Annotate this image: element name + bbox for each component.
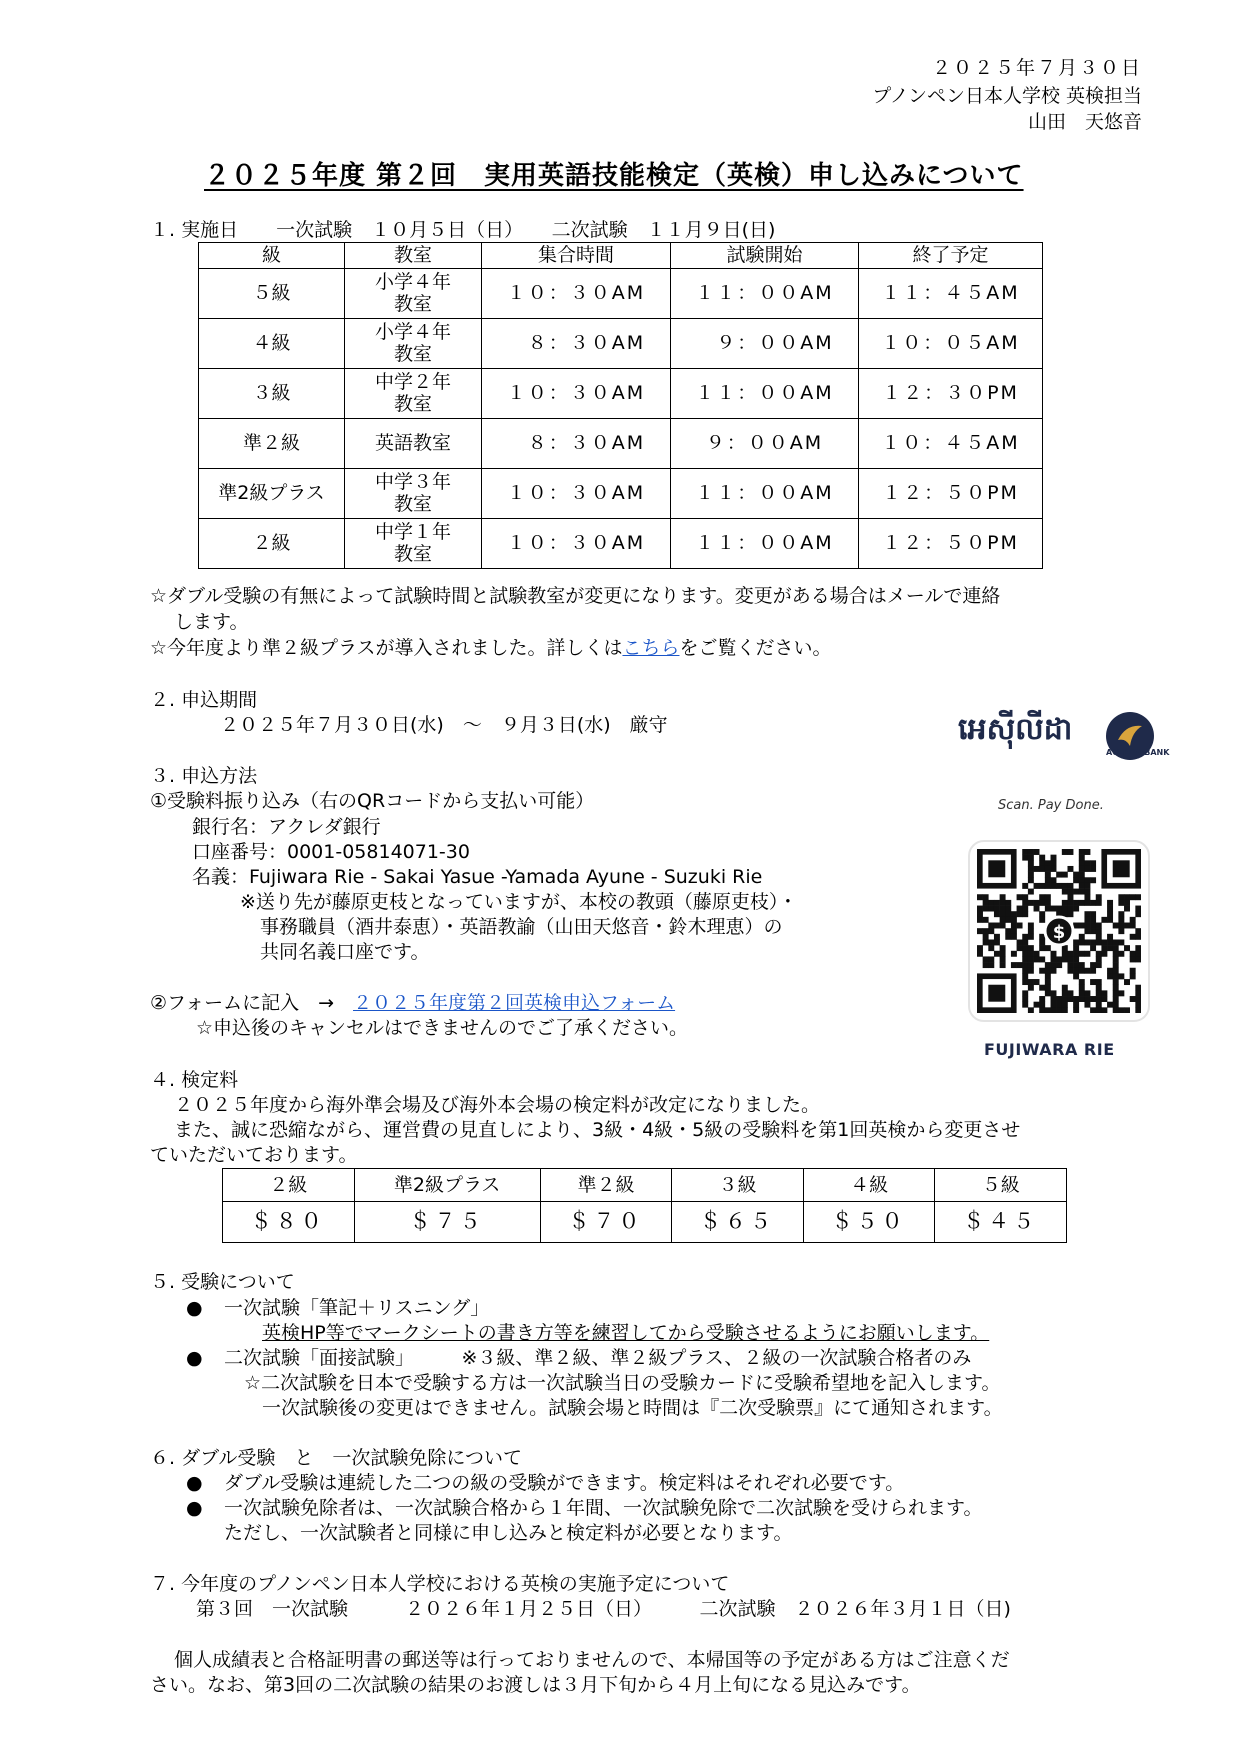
exam-item-2-note-2: 一次試験後の変更はできません。試験会場と時間は『二次受験票』にて通知されます。 (262, 1397, 1003, 1419)
schedule-grade: 準２級 (199, 419, 345, 469)
form-step (150, 991, 675, 1016)
cancel-note: ☆申込後のキャンセルはできませんのでご了承ください。 (196, 1017, 689, 1039)
fee-line-1: ２０２５年度から海外準会場及び海外本会場の検定料が改定になりました。 (174, 1094, 821, 1116)
qr-tagline: Scan. Pay Done. (998, 798, 1104, 813)
schedule-start-time: １１：００AM (671, 469, 859, 519)
fee-grade: ２級 (223, 1169, 355, 1202)
fee-grade: ４級 (803, 1169, 935, 1202)
bullet-icon: ● (186, 1347, 203, 1369)
schedule-assembly-time: １０：３０AM (482, 269, 671, 319)
payment-step: ①受験料振り込み（右のQRコードから支払い可能） (150, 790, 595, 812)
schedule-room (345, 519, 482, 569)
fee-table (222, 1168, 1067, 1243)
double-exam-text: ダブル受験は連続した二つの級の受験ができます。検定料はそれぞれ必要です。 (224, 1472, 905, 1494)
exam-item-2-note-1: ☆二次試験を日本で受験する方は一次試験当日の受験カードに受験希望地を記入します。 (244, 1372, 1001, 1394)
schedule-grade: ５級 (199, 269, 345, 319)
schedule-grade: 準2級プラス (199, 469, 345, 519)
account-note-2: 事務職員（酒井泰恵）・英語教諭（山田天悠音・鈴木理恵）の (260, 916, 783, 938)
schedule-start-time: ９：００AM (671, 319, 859, 369)
schedule-grade: ３級 (199, 369, 345, 419)
bank-name: 銀行名：アクレダ銀行 (192, 816, 381, 838)
schedule-room (345, 269, 482, 319)
teacher-name: 山田 天悠音 (1027, 111, 1142, 133)
section6-heading: ６. ダブル受験 と 一次試験免除について (150, 1447, 522, 1469)
schedule-room (345, 369, 482, 419)
fee-line-3: ていただいております。 (150, 1144, 358, 1166)
account-note-3: 共同名義口座です。 (260, 941, 430, 963)
fee-grade: 準2級プラス (354, 1169, 540, 1202)
schedule-room-line: 教室 (393, 292, 432, 315)
section4-heading: ４. 検定料 (150, 1069, 239, 1091)
schedule-start-time: １１：００AM (671, 369, 859, 419)
schedule-room-line: 教室 (393, 342, 432, 365)
bullet-icon: ● (186, 1497, 203, 1519)
page-title: ２０２５年度 第２回 実用英語技能検定（英検）申し込みについて (204, 161, 1024, 191)
schedule-row (199, 269, 1043, 319)
exam-item-2 (186, 1346, 971, 1371)
fee-grade: 準２級 (540, 1169, 672, 1202)
exemption-text-cont: ただし、一次試験者と同様に申し込みと検定料が必要となります。 (224, 1522, 793, 1544)
section7-heading: ７. 今年度のプノンペン日本人学校における英検の実施予定について (150, 1573, 730, 1595)
schedule-end-time: １０：４５AM (859, 419, 1043, 469)
note-double-exam: ☆ダブル受験の有無によって試験時間と試験教室が変更になります。変更がある場合はメールで連絡 (150, 585, 1001, 607)
schedule-room-line: 中学２年 (374, 370, 451, 393)
schedule-room-line: 中学１年 (374, 520, 451, 543)
fee-line-2: また、誠に恐縮ながら、運営費の見直しにより、3級・4級・5級の受験料を第1回英検から変更させ (174, 1119, 1021, 1141)
schedule-end-time: １０：０５AM (859, 319, 1043, 369)
application-form-link[interactable]: ２０２５年度第２回英検申込フォーム (353, 992, 676, 1014)
fee-amount: ＄７０ (540, 1202, 672, 1243)
exam-item-1-text: 一次試験「筆記＋リスニング」 (224, 1297, 490, 1319)
schedule-header-room: 教室 (345, 243, 482, 269)
schedule-header-end: 終了予定 (859, 243, 1043, 269)
acleda-bank-label: ACLEDA BANK (1106, 748, 1170, 757)
note-double-exam-cont: します。 (174, 611, 249, 633)
schedule-row (199, 519, 1043, 569)
schedule-assembly-time: １０：３０AM (482, 369, 671, 419)
account-note-1: ※送り先が藤原吏枝となっていますが、本校の教頭（藤原吏枝）・ (240, 891, 798, 913)
note-pre2plus-tail: をご覧ください。 (679, 637, 832, 659)
schedule-assembly-time: １０：３０AM (482, 519, 671, 569)
fee-grade: ５級 (935, 1169, 1067, 1202)
fee-table-values (223, 1202, 1067, 1243)
schedule-row (199, 419, 1043, 469)
schedule-room-line: 小学４年 (374, 320, 451, 343)
schedule-end-time: １２：３０PM (859, 369, 1043, 419)
schedule-3rd-exam: 第３回 一次試験 ２０２６年１月２５日（日） 二次試験 ２０２６年３月１日（日) (196, 1598, 1011, 1620)
schedule-assembly-time: ８：３０AM (482, 419, 671, 469)
schedule-room-line: 教室 (393, 392, 432, 415)
fee-grade: ３級 (672, 1169, 804, 1202)
document-date: ２０２５年７月３０日 (931, 57, 1142, 79)
section3-heading: ３. 申込方法 (150, 765, 258, 787)
schedule-end-time: １１：４５AM (859, 269, 1043, 319)
schedule-room-line: 英語教室 (374, 431, 451, 454)
exemption-text: 一次試験免除者は、一次試験合格から１年間、一次試験免除で二次試験を受けられます。 (224, 1497, 983, 1519)
schedule-row (199, 369, 1043, 419)
fee-amount: ＄７５ (354, 1202, 540, 1243)
schedule-room-line: 小学４年 (374, 270, 451, 293)
schedule-header-grade: 級 (199, 243, 345, 269)
schedule-table-body (199, 269, 1043, 569)
schedule-assembly-time: ８：３０AM (482, 319, 671, 369)
schedule-assembly-time: １０：３０AM (482, 469, 671, 519)
exam-item-1 (186, 1296, 489, 1321)
qr-code-image (977, 849, 1141, 1013)
school-name: プノンペン日本人学校 英検担当 (872, 85, 1142, 107)
schedule-start-time: １１：００AM (671, 519, 859, 569)
note-pre2plus-text: ☆今年度より準２級プラスが導入されました。詳しくは (150, 637, 623, 659)
schedule-grade: ４級 (199, 319, 345, 369)
fee-amount: ＄４５ (935, 1202, 1067, 1243)
schedule-end-time: １２：５０PM (859, 469, 1043, 519)
schedule-row (199, 319, 1043, 369)
form-step-text: ②フォームに記入 → (150, 992, 354, 1014)
qr-payment-panel (958, 690, 1170, 1082)
note-pre2plus (150, 636, 832, 661)
schedule-grade: ２級 (199, 519, 345, 569)
schedule-row (199, 469, 1043, 519)
footer-note-1: 個人成績表と合格証明書の郵送等は行っておりませんので、本帰国等の予定がある方はご注意くだ (174, 1649, 1010, 1671)
bullet-icon: ● (186, 1472, 203, 1494)
schedule-room (345, 469, 482, 519)
schedule-room (345, 419, 482, 469)
qr-code-frame[interactable] (968, 840, 1150, 1022)
account-holder: 名義：Fujiwara Rie - Sakai Yasue -Yamada Ayune - Suzuki Rie (192, 866, 763, 888)
exam-item-1-note: 英検HP等でマークシートの書き方等を練習してから受験させるようにお願いします。 (262, 1322, 990, 1344)
double-exam-item (186, 1471, 904, 1496)
fee-amount: ＄８０ (223, 1202, 355, 1243)
schedule-room-line: 教室 (393, 542, 432, 565)
bank-logo-text: អេស៊ីលីដា (958, 712, 1073, 747)
section5-heading: ５. 受験について (150, 1271, 295, 1293)
schedule-room-line: 中学３年 (374, 470, 451, 493)
footer-note-2: さい。なお、第3回の二次試験の結果のお渡しは３月下旬から４月上旬になる見込みです。 (150, 1674, 921, 1696)
schedule-header-assembly: 集合時間 (482, 243, 671, 269)
dollar-icon-glyph: $ (1052, 922, 1066, 943)
section2-heading: ２. 申込期間 (150, 689, 258, 711)
qr-account-name: FUJIWARA RIE (984, 1040, 1115, 1059)
application-period: ２０２５年７月３０日(水) ～ ９月３日(水) 厳守 (220, 714, 668, 736)
account-number: 口座番号：0001-05814071-30 (192, 841, 470, 863)
details-link[interactable]: こちら (622, 637, 680, 659)
fee-table-header (223, 1169, 1067, 1202)
fee-amount: ＄６５ (672, 1202, 804, 1243)
exemption-item (186, 1496, 982, 1521)
schedule-room (345, 319, 482, 369)
section1-heading: １. 実施日 一次試験 １０月５日（日） 二次試験 １１月９日(日) (150, 219, 776, 241)
schedule-start-time: ９：００AM (671, 419, 859, 469)
schedule-room-line: 教室 (393, 492, 432, 515)
schedule-header-start: 試験開始 (671, 243, 859, 269)
schedule-end-time: １２：５０PM (859, 519, 1043, 569)
schedule-table (198, 242, 1043, 569)
bullet-icon: ● (186, 1297, 203, 1319)
exam-item-2-text: 二次試験「面接試験」 ※３級、準２級、準２級プラス、２級の一次試験合格者のみ (224, 1347, 972, 1369)
schedule-start-time: １１：００AM (671, 269, 859, 319)
fee-amount: ＄５０ (803, 1202, 935, 1243)
